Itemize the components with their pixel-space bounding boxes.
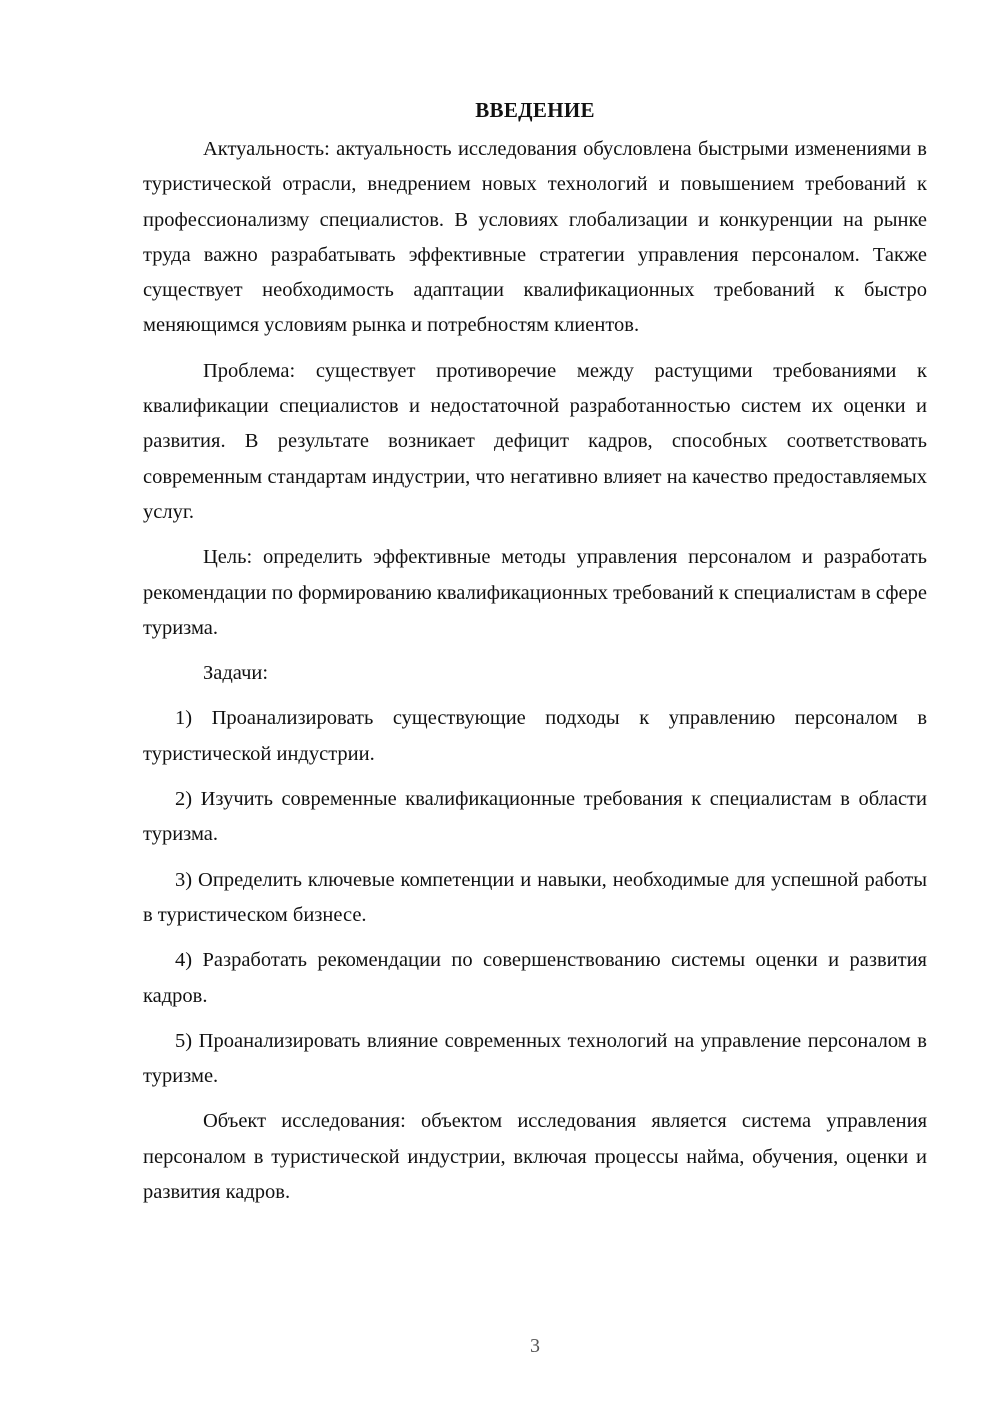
page-title: ВВЕДЕНИЕ: [475, 98, 595, 122]
task-item-1: 1) Проанализировать существующие подходы к управлению персоналом в туристической индустрии.: [143, 707, 927, 765]
task-item-2: 2) Изучить современные квалификационные требования к специалистам в области туризма.: [143, 788, 927, 846]
object-paragraph: Объект исследования: объектом исследования является система управления персоналом в туристической индустрии, включая процессы найма, обучения, оценки и развития кадров.: [143, 1110, 927, 1204]
task-item-5: 5) Проанализировать влияние современных технологий на управление персоналом в туризме.: [143, 1029, 927, 1088]
tasks-heading: Задачи:: [203, 662, 269, 685]
task-item-3: 3) Определить ключевые компетенции и навыки, необходимые для успешной работы в туристическом бизнесе.: [143, 868, 927, 926]
goal-paragraph: Цель: определить эффективные методы управления персоналом и разработать рекомендации по формированию квалификационных требований к специалистам в сфере туризма.: [143, 546, 927, 639]
page-number: 3: [530, 1335, 540, 1357]
problem-paragraph: Проблема: существует противоречие между растущими требованиями к квалификации специалистов и недостаточной разработанностью систем их оценки и развития. В результате возникает дефицит кадров, способных соответствовать современным стандартам индустрии, что негативно влияет на качество предоставляемых услуг.: [143, 359, 927, 523]
relevance-paragraph: Актуальность: актуальность исследования обусловлена быстрыми изменениями в туристической отрасли, внедрением новых технологий и повышением требований к профессионализму специалистов. В условиях глобализации и конкуренции на рынке труда важно разрабатывать эффективные стратегии управления персоналом. Также существует необходимость адаптации квалификационных требований к быстро меняющимся условиям рынка и потребностям клиентов.: [143, 138, 927, 337]
document-page: [143, 96, 927, 1210]
task-item-4: 4) Разработать рекомендации по совершенствованию системы оценки и развития кадров.: [143, 949, 927, 1007]
